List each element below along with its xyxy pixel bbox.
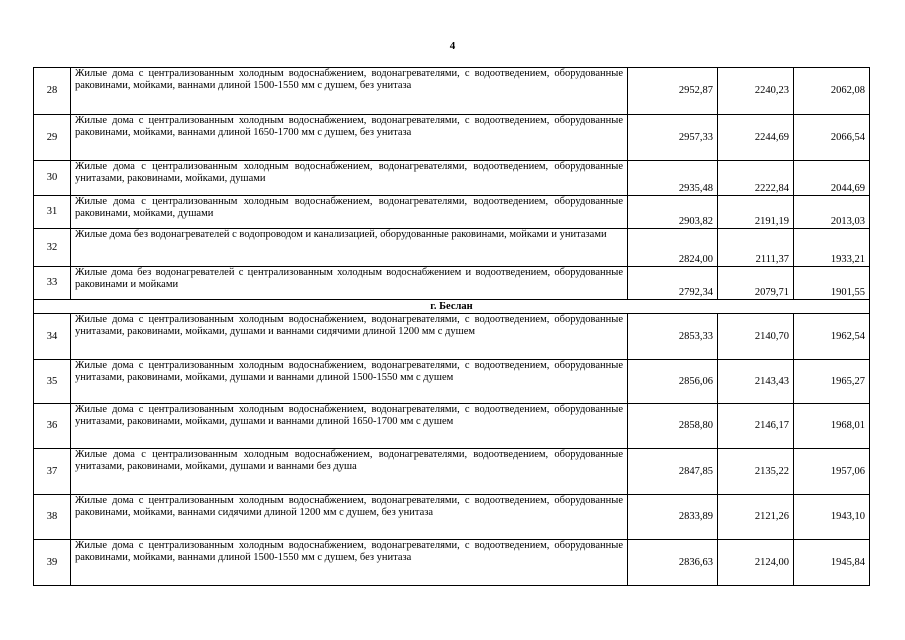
- row-number: 35: [34, 360, 71, 404]
- row-value-2: 2124,00: [718, 540, 794, 586]
- table-row: [34, 404, 870, 449]
- row-description: Жилые дома с централизованным холодным водоснабжением, водонагревателями, водоотведением, оборудованные раковинами, мойками, душами: [71, 196, 628, 229]
- row-value-3: 1957,06: [794, 449, 870, 495]
- row-number: 31: [34, 196, 71, 229]
- row-value-1: 2858,80: [628, 404, 718, 449]
- row-description: Жилые дома с централизованным холодным водоснабжением, водонагревателями, с водоотведением, оборудованные унитазами, раковинами, мойками, душами и ваннами длиной 1650-1700 мм с душем: [71, 404, 628, 449]
- row-value-3: 2066,54: [794, 115, 870, 161]
- row-description: Жилые дома без водонагревателей с централизованным холодным водоснабжением и водоотведением, оборудованные раковинами и мойками: [71, 267, 628, 300]
- table-row: [34, 267, 870, 300]
- row-value-1: 2957,33: [628, 115, 718, 161]
- table-body-after: [34, 314, 870, 586]
- row-value-3: 1901,55: [794, 267, 870, 300]
- row-value-1: 2833,89: [628, 495, 718, 540]
- row-value-2: 2191,19: [718, 196, 794, 229]
- row-value-2: 2135,22: [718, 449, 794, 495]
- row-value-1: 2792,34: [628, 267, 718, 300]
- table-row: [34, 540, 870, 586]
- row-value-1: 2952,87: [628, 68, 718, 115]
- table-row: [34, 196, 870, 229]
- row-value-3: 1965,27: [794, 360, 870, 404]
- row-description: Жилые дома с централизованным холодным водоснабжением, водонагревателями, с водоотведением, оборудованные унитазами, раковинами, мойками, душами и ваннами сидячими длиной 1200 мм с душем: [71, 314, 628, 360]
- row-description: Жилые дома с централизованным холодным водоснабжением, водонагревателями, водоотведением, оборудованные унитазами, раковинами, мойками, душами и ваннами без душа: [71, 449, 628, 495]
- row-number: 34: [34, 314, 71, 360]
- table-row: [34, 314, 870, 360]
- row-number: 30: [34, 161, 71, 196]
- row-value-1: 2856,06: [628, 360, 718, 404]
- table-row: [34, 68, 870, 115]
- row-value-2: 2111,37: [718, 229, 794, 267]
- row-value-3: 2013,03: [794, 196, 870, 229]
- row-number: 32: [34, 229, 71, 267]
- row-value-2: 2222,84: [718, 161, 794, 196]
- row-number: 33: [34, 267, 71, 300]
- row-value-2: 2079,71: [718, 267, 794, 300]
- table-row: [34, 449, 870, 495]
- table-row: [34, 495, 870, 540]
- row-description: Жилые дома с централизованным холодным водоснабжением, водонагревателями, с водоотведением, оборудованные раковинами, мойками, ваннами длиной 1500-1550 мм с душем, без унитаза: [71, 68, 628, 115]
- row-number: 37: [34, 449, 71, 495]
- row-value-2: 2140,70: [718, 314, 794, 360]
- row-value-3: 1933,21: [794, 229, 870, 267]
- row-number: 29: [34, 115, 71, 161]
- section-body: [34, 300, 870, 314]
- row-value-3: 1943,10: [794, 495, 870, 540]
- row-value-2: 2240,23: [718, 68, 794, 115]
- table-row: [34, 115, 870, 161]
- row-value-3: 2062,08: [794, 68, 870, 115]
- section-title: г. Беслан: [34, 300, 870, 314]
- row-description: Жилые дома с централизованным холодным водоснабжением, водонагревателями, с водоотведением, оборудованные раковинами, мойками, ваннами сидячими длиной 1200 мм с душем, без унитаза: [71, 495, 628, 540]
- row-value-1: 2853,33: [628, 314, 718, 360]
- row-value-2: 2143,43: [718, 360, 794, 404]
- tariff-table: [33, 67, 870, 586]
- row-value-2: 2244,69: [718, 115, 794, 161]
- row-value-1: 2836,63: [628, 540, 718, 586]
- table-body-before: [34, 68, 870, 300]
- row-value-3: 1962,54: [794, 314, 870, 360]
- table-row: [34, 161, 870, 196]
- row-value-1: 2903,82: [628, 196, 718, 229]
- row-description: Жилые дома с централизованным холодным водоснабжением, водонагревателями, водоотведением, оборудованные унитазами, раковинами, мойками, душами: [71, 161, 628, 196]
- row-value-1: 2824,00: [628, 229, 718, 267]
- row-number: 39: [34, 540, 71, 586]
- row-number: 36: [34, 404, 71, 449]
- row-value-2: 2121,26: [718, 495, 794, 540]
- row-value-3: 1968,01: [794, 404, 870, 449]
- row-description: Жилые дома с централизованным холодным водоснабжением, водонагревателями, с водоотведением, оборудованные раковинами, мойками, ваннами длиной 1650-1700 мм с душем, без унитаза: [71, 115, 628, 161]
- row-description: Жилые дома с централизованным холодным водоснабжением, водонагревателями, с водоотведением, оборудованные унитазами, раковинами, мойками, душами и ваннами длиной 1500-1550 мм с душем: [71, 360, 628, 404]
- page-number: 4: [449, 40, 456, 52]
- row-number: 28: [34, 68, 71, 115]
- row-description: Жилые дома без водонагревателей с водопроводом и канализацией, оборудованные раковинами, мойками и унитазами: [71, 229, 628, 267]
- row-value-1: 2847,85: [628, 449, 718, 495]
- table-row: [34, 360, 870, 404]
- table-row: [34, 229, 870, 267]
- row-description: Жилые дома с централизованным холодным водоснабжением, водонагревателями, с водоотведением, оборудованные раковинами, мойками, ваннами длиной 1500-1550 мм с душем, без унитаза: [71, 540, 628, 586]
- row-value-3: 2044,69: [794, 161, 870, 196]
- row-value-2: 2146,17: [718, 404, 794, 449]
- row-value-1: 2935,48: [628, 161, 718, 196]
- section-row: [34, 300, 870, 314]
- row-number: 38: [34, 495, 71, 540]
- row-value-3: 1945,84: [794, 540, 870, 586]
